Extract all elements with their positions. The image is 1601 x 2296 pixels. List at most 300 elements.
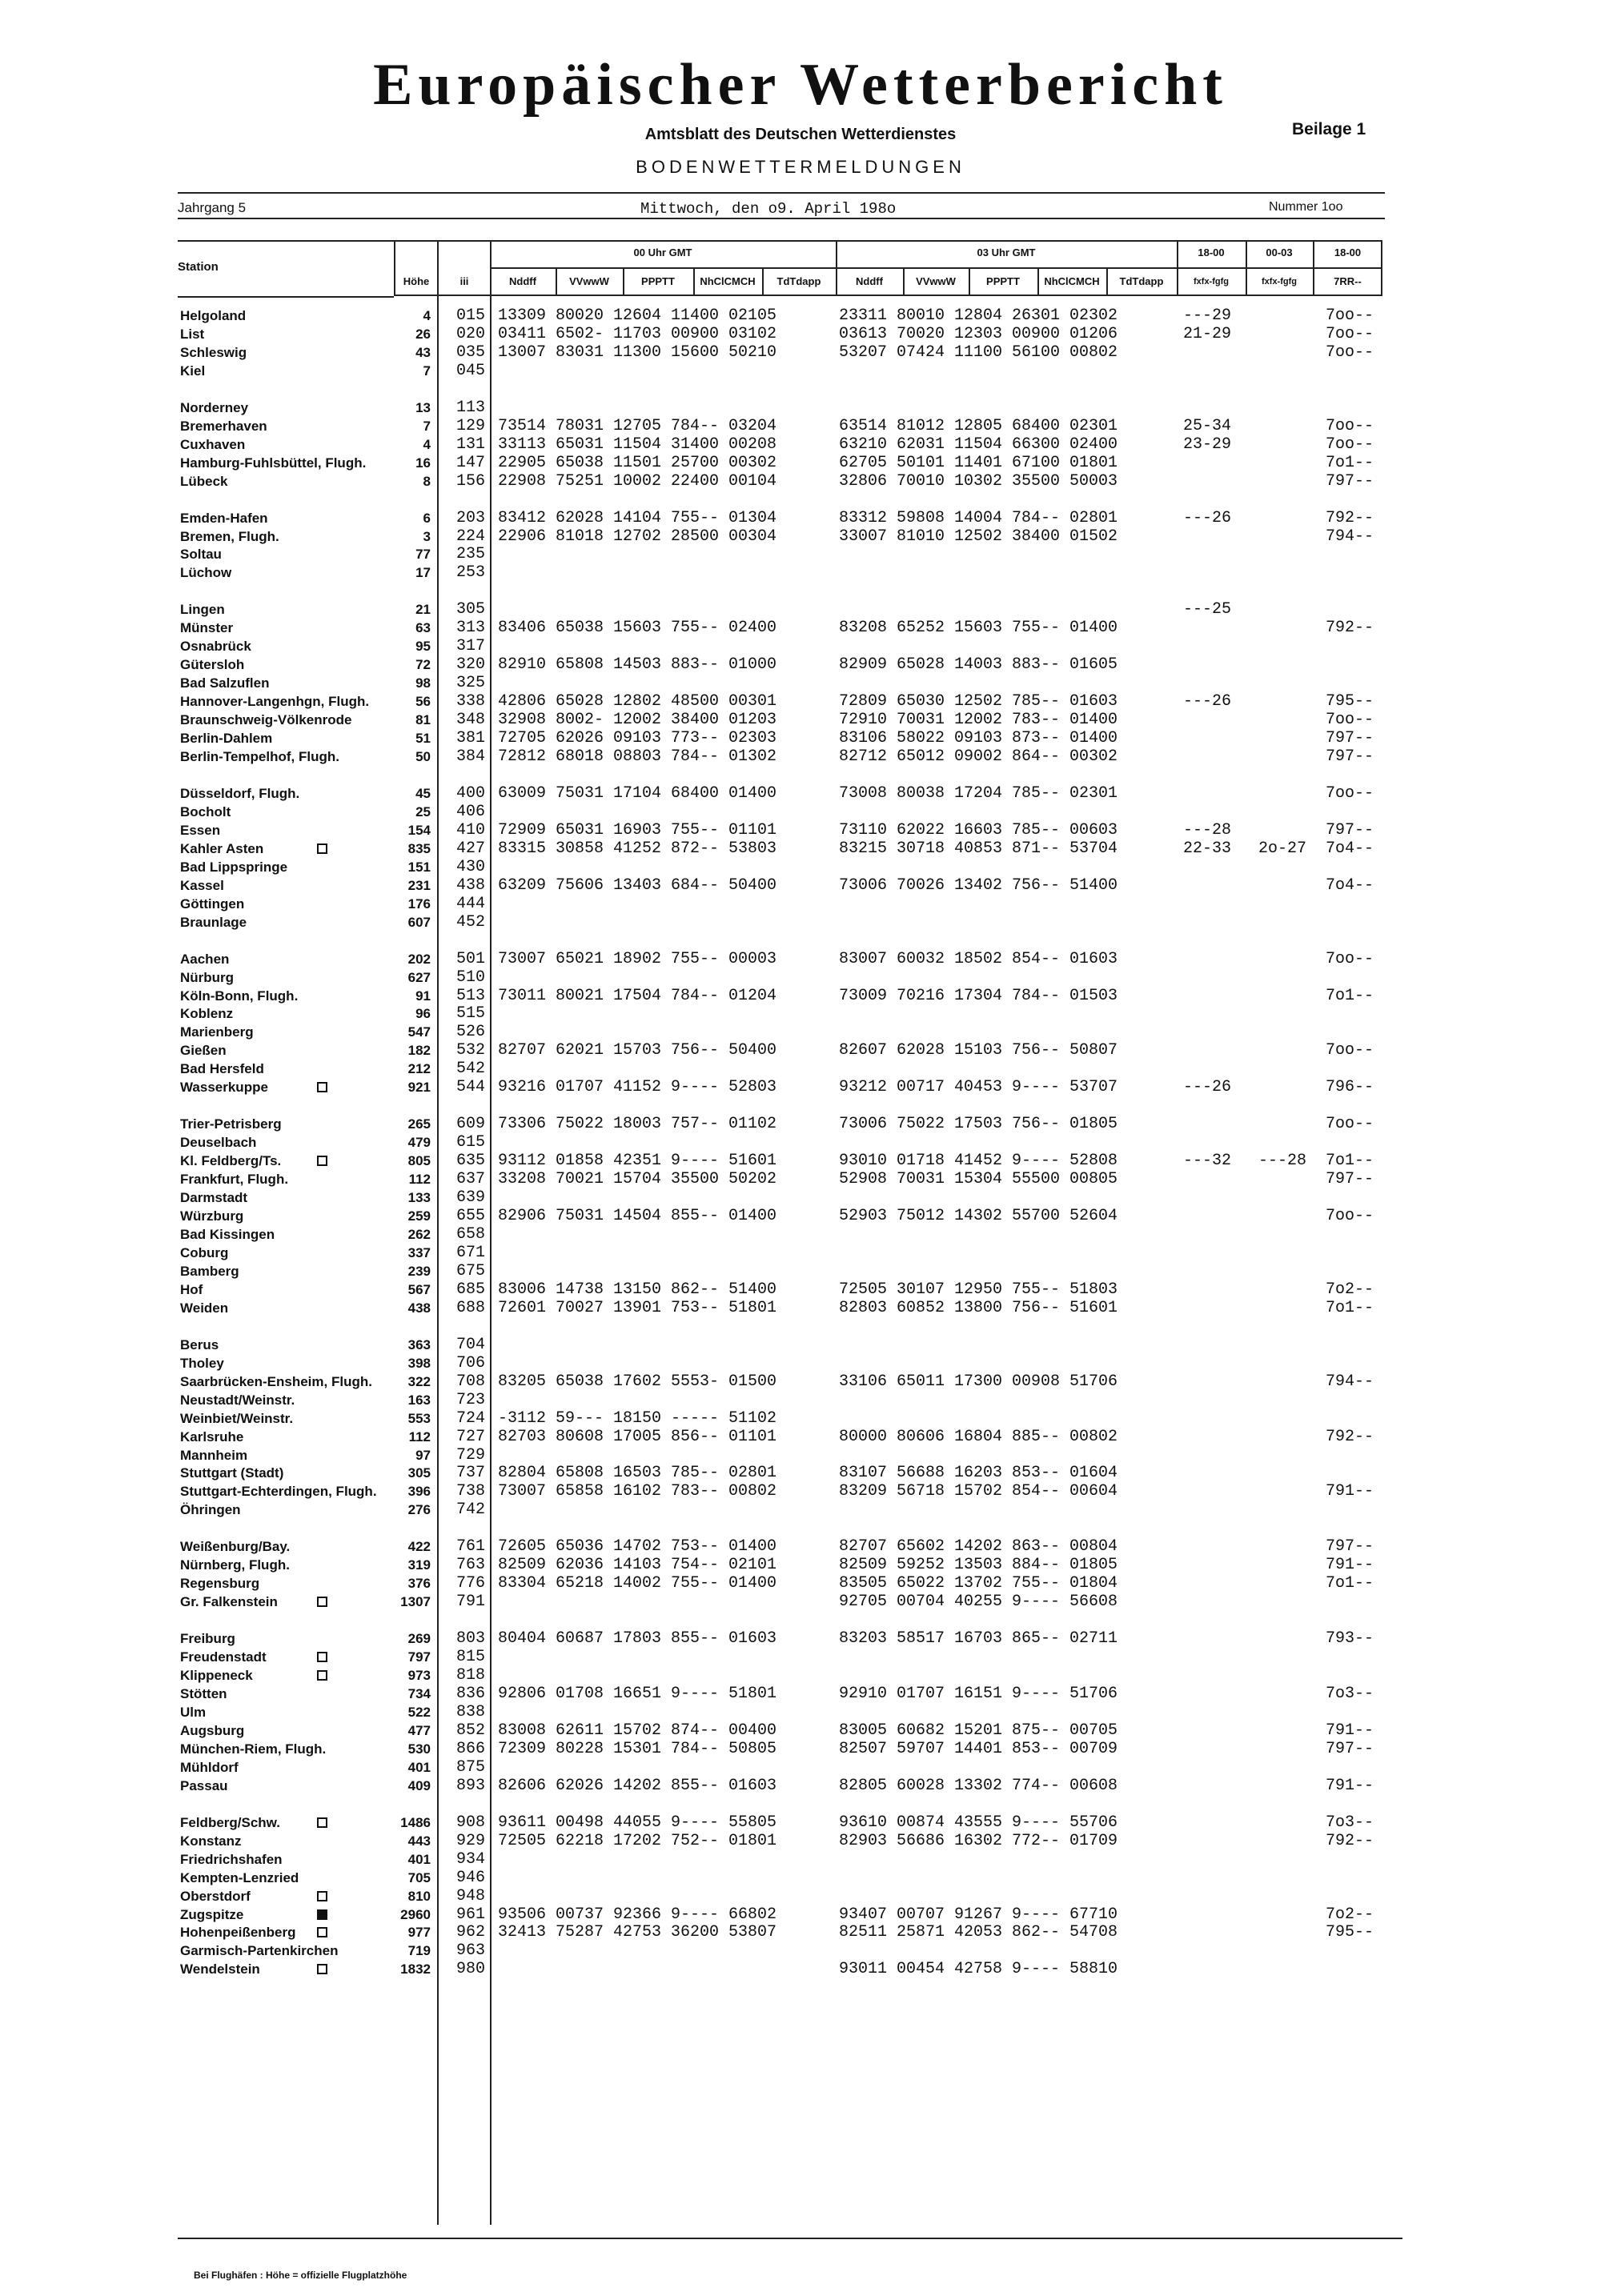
station-number: 729	[456, 1446, 486, 1465]
station-name: Regensburg	[180, 1576, 260, 1591]
station-height: 401	[407, 1760, 431, 1775]
precip-18-00: 7oo--	[1326, 1207, 1374, 1225]
mountain-station-marker	[317, 1817, 327, 1832]
station-header-rule	[178, 240, 394, 242]
station-number: 430	[456, 858, 486, 876]
station-name: Bamberg	[180, 1264, 239, 1279]
station-number: 444	[456, 895, 486, 913]
station-height: 547	[407, 1024, 431, 1040]
station-height: 835	[407, 841, 431, 856]
obs-03-groups: 53207 07424 11100 56100 00802	[839, 343, 1118, 362]
station-name: Nürnberg, Flugh.	[180, 1557, 290, 1573]
station-number: 671	[456, 1244, 486, 1262]
col-divider-hoehe	[437, 240, 439, 2225]
obs-03-groups: 82511 25871 42053 862-- 54708	[839, 1923, 1118, 1941]
station-name: München-Riem, Flugh.	[180, 1741, 327, 1757]
station-height: 182	[407, 1043, 431, 1058]
station-number: 761	[456, 1537, 486, 1556]
obs-03-groups: 83209 56718 15702 854-- 00604	[839, 1482, 1118, 1501]
obs-03-groups: 52908 70031 15304 55500 00805	[839, 1170, 1118, 1188]
obs-00-groups: 32413 75287 42753 36200 53807	[498, 1923, 777, 1941]
sub-header-03: Nddff	[856, 275, 883, 287]
obs-03-groups: 83312 59808 14004 784-- 02801	[839, 509, 1118, 527]
r1-header-bottom: fxfx-fgfg	[1194, 277, 1229, 286]
station-name: Berus	[180, 1337, 219, 1352]
station-number: 836	[456, 1685, 486, 1703]
gust-18-00: ---32	[1183, 1152, 1232, 1170]
station-height: 567	[407, 1282, 431, 1297]
station-height: 72	[415, 657, 431, 672]
obs-03-groups: 73009 70216 17304 784-- 01503	[839, 987, 1118, 1005]
station-number: 348	[456, 711, 486, 729]
station-height: 398	[407, 1356, 431, 1371]
station-number: 704	[456, 1336, 486, 1354]
obs-00-groups: 22906 81018 12702 28500 00304	[498, 527, 777, 546]
station-number: 438	[456, 876, 486, 895]
station-number: 706	[456, 1354, 486, 1372]
precip-18-00: 7oo--	[1326, 343, 1374, 362]
sub-header-00: PPPTT	[641, 275, 675, 287]
station-number: 510	[456, 968, 486, 987]
station-number: 615	[456, 1133, 486, 1152]
square-marker-icon	[317, 1927, 327, 1937]
obs-00-groups: 82606 62026 14202 855-- 01603	[498, 1777, 777, 1795]
obs-03-groups: 33106 65011 17300 00908 51706	[839, 1372, 1118, 1391]
station-height: 438	[407, 1300, 431, 1316]
obs-00-groups: 72601 70027 13901 753-- 51801	[498, 1299, 777, 1317]
station-name: Hamburg-Fuhlsbüttel, Flugh.	[180, 455, 367, 471]
obs-00-groups: 83304 65218 14002 755-- 01400	[498, 1574, 777, 1593]
station-number: 866	[456, 1740, 486, 1758]
station-height: 77	[415, 547, 431, 562]
obs-00-groups: 93112 01858 42351 9---- 51601	[498, 1152, 777, 1170]
obs-03-groups: 83215 30718 40853 871-- 53704	[839, 839, 1118, 858]
station-name: Zugspitze	[180, 1907, 244, 1922]
station-height: 522	[407, 1705, 431, 1720]
station-name: Berlin-Tempelhof, Flugh.	[180, 749, 339, 764]
station-number: 675	[456, 1262, 486, 1280]
square-marker-icon	[317, 1597, 327, 1607]
station-name: Helgoland	[180, 308, 247, 323]
station-number: 129	[456, 417, 486, 435]
station-name: Gütersloh	[180, 657, 245, 672]
station-name: Hohenpeißenberg	[180, 1925, 296, 1940]
station-height: 376	[407, 1576, 431, 1591]
obs-03-groups: 72505 30107 12950 755-- 51803	[839, 1280, 1118, 1299]
station-name: Mannheim	[180, 1448, 248, 1463]
header-rule-bottom	[178, 218, 1385, 219]
station-name: Gießen	[180, 1043, 227, 1058]
station-height: 719	[407, 1943, 431, 1958]
station-name: Bad Salzuflen	[180, 675, 270, 691]
station-number: 609	[456, 1115, 486, 1133]
station-name: Freiburg	[180, 1631, 235, 1646]
station-name: Osnabrück	[180, 639, 251, 654]
precip-18-00: 797--	[1326, 472, 1374, 491]
gust-18-00: ---26	[1183, 509, 1232, 527]
station-number: 639	[456, 1188, 486, 1207]
station-name: Mühldorf	[180, 1760, 239, 1775]
gust-18-00: ---26	[1183, 1078, 1232, 1096]
obs-03-groups: 82805 60028 13302 774-- 00608	[839, 1777, 1118, 1795]
footnote: Bei Flughäfen : Höhe = offizielle Flugplatzhöhe	[194, 2270, 407, 2281]
station-name: Trier-Petrisberg	[180, 1116, 282, 1132]
obs-00-groups: 63009 75031 17104 68400 01400	[498, 784, 777, 803]
precip-18-00: 797--	[1326, 729, 1374, 747]
station-number: 875	[456, 1758, 486, 1777]
obs-03-groups: 82909 65028 14003 883-- 01605	[839, 655, 1118, 674]
station-number: 313	[456, 619, 486, 637]
station-number: 515	[456, 1004, 486, 1023]
station-number: 542	[456, 1060, 486, 1078]
r1-header-top: 18-00	[1198, 246, 1225, 258]
obs-00-groups: 72812 68018 08803 784-- 01302	[498, 747, 777, 766]
station-height: 16	[415, 455, 431, 471]
obs-03-groups: 93407 00707 91267 9---- 67710	[839, 1905, 1118, 1924]
obs-00-groups: 93506 00737 92366 9---- 66802	[498, 1905, 777, 1924]
precip-18-00: 7o2--	[1326, 1280, 1374, 1299]
station-height: 443	[407, 1833, 431, 1849]
station-height: 977	[407, 1925, 431, 1940]
mountain-station-marker	[317, 1927, 327, 1941]
station-name: Essen	[180, 823, 221, 838]
precip-18-00: 794--	[1326, 527, 1374, 546]
station-height: 96	[415, 1006, 431, 1021]
gust-18-00: ---29	[1183, 307, 1232, 325]
sub-header-03: NhClCMCH	[1044, 275, 1100, 287]
station-number: 317	[456, 637, 486, 655]
station-number: 305	[456, 600, 486, 619]
station-height: 921	[407, 1080, 431, 1095]
obs-03-groups: 92910 01707 16151 9---- 51706	[839, 1685, 1118, 1703]
sub-header-00: NhClCMCH	[700, 275, 756, 287]
station-number: 501	[456, 950, 486, 968]
station-name: Stuttgart (Stadt)	[180, 1465, 284, 1481]
station-number: 635	[456, 1152, 486, 1170]
station-height: 25	[415, 804, 431, 819]
precip-18-00: 793--	[1326, 1629, 1374, 1648]
station-name: Oberstdorf	[180, 1889, 251, 1904]
obs-00-groups: -3112 59--- 18150 ----- 51102	[498, 1409, 777, 1428]
precip-18-00: 7o4--	[1326, 839, 1374, 858]
obs-03-groups: 72809 65030 12502 785-- 01603	[839, 692, 1118, 711]
obs-00-groups: 72909 65031 16903 755-- 01101	[498, 821, 777, 839]
obs-00-groups: 93216 01707 41152 9---- 52803	[498, 1078, 777, 1096]
obs-03-groups: 63514 81012 12805 68400 02301	[839, 417, 1118, 435]
obs-03-groups: 82903 56686 16302 772-- 01709	[839, 1832, 1118, 1850]
jahrgang-label: Jahrgang 5	[178, 200, 247, 215]
station-height: 56	[415, 694, 431, 709]
sub-header-00: TdTdapp	[776, 275, 821, 287]
station-name: Neustadt/Weinstr.	[180, 1392, 295, 1408]
station-height: 305	[407, 1465, 431, 1481]
station-height: 43	[415, 345, 431, 360]
station-height: 805	[407, 1153, 431, 1168]
station-height: 409	[407, 1778, 431, 1793]
precip-18-00: 7o3--	[1326, 1813, 1374, 1832]
gust-18-00: 23-29	[1183, 435, 1232, 454]
obs-00-groups: 32908 8002- 12002 38400 01203	[498, 711, 777, 729]
station-number: 131	[456, 435, 486, 454]
obs-00-groups: 82707 62021 15703 756-- 50400	[498, 1041, 777, 1060]
group-03-header: 03 Uhr GMT	[977, 246, 1036, 258]
obs-03-groups: 03613 70020 12303 00900 01206	[839, 325, 1118, 343]
r2-header-top: 00-03	[1266, 246, 1293, 258]
obs-03-groups: 93610 00874 43555 9---- 55706	[839, 1813, 1118, 1832]
station-height: 151	[407, 859, 431, 875]
gust-18-00: ---25	[1183, 600, 1232, 619]
precip-18-00: 792--	[1326, 1428, 1374, 1446]
station-number: 737	[456, 1464, 486, 1482]
station-number: 320	[456, 655, 486, 674]
station-height: 607	[407, 915, 431, 930]
station-number: 929	[456, 1832, 486, 1850]
station-height: 705	[407, 1870, 431, 1885]
mountain-station-marker	[317, 1652, 327, 1666]
station-number: 908	[456, 1813, 486, 1832]
mountain-station-marker	[317, 1597, 327, 1611]
station-number: 708	[456, 1372, 486, 1391]
station-height: 51	[415, 731, 431, 746]
square-marker-icon	[317, 1817, 327, 1828]
precip-18-00: 792--	[1326, 509, 1374, 527]
precip-18-00: 7oo--	[1326, 711, 1374, 729]
station-height: 45	[415, 786, 431, 801]
precip-18-00: 7oo--	[1326, 417, 1374, 435]
obs-00-groups: 13309 80020 12604 11400 02105	[498, 307, 777, 325]
station-name: Gr. Falkenstein	[180, 1594, 278, 1609]
obs-00-groups: 72605 65036 14702 753-- 01400	[498, 1537, 777, 1556]
station-height: 363	[407, 1337, 431, 1352]
station-height: 112	[408, 1429, 431, 1445]
obs-03-groups: 72910 70031 12002 783-- 01400	[839, 711, 1118, 729]
station-name: Münster	[180, 620, 234, 635]
station-name: Hof	[180, 1282, 203, 1297]
obs-03-groups: 32806 70010 10302 35500 50003	[839, 472, 1118, 491]
obs-03-groups: 52903 75012 14302 55700 52604	[839, 1207, 1118, 1225]
obs-03-groups: 73008 80038 17204 785-- 02301	[839, 784, 1118, 803]
obs-03-groups: 23311 80010 12804 26301 02302	[839, 307, 1118, 325]
station-number: 658	[456, 1225, 486, 1244]
station-name: Aachen	[180, 952, 230, 967]
station-name: Coburg	[180, 1245, 229, 1260]
station-name: Wendelstein	[180, 1961, 260, 1977]
square-marker-icon	[317, 1082, 327, 1092]
obs-03-groups: 80000 80606 16804 885-- 00802	[839, 1428, 1118, 1446]
station-name: Weiden	[180, 1300, 229, 1316]
precip-18-00: 797--	[1326, 1740, 1374, 1758]
sub-header-00: VVwwW	[569, 275, 609, 287]
precip-18-00: 794--	[1326, 1372, 1374, 1391]
station-number: 738	[456, 1482, 486, 1501]
station-number: 020	[456, 325, 486, 343]
precip-18-00: 7o1--	[1326, 1574, 1374, 1593]
col-divider-iii	[490, 240, 492, 2225]
hoehe-header: Höhe	[403, 275, 430, 287]
beilage-label: Beilage 1	[1292, 120, 1366, 138]
station-height: 202	[407, 952, 431, 967]
station-name: Ulm	[180, 1705, 207, 1720]
station-number: 963	[456, 1941, 486, 1960]
station-number: 325	[456, 674, 486, 692]
station-height: 8	[423, 474, 431, 489]
precip-18-00: 7oo--	[1326, 325, 1374, 343]
station-height: 212	[407, 1061, 431, 1076]
obs-03-groups: 83203 58517 16703 865-- 02711	[839, 1629, 1118, 1648]
station-height: 154	[407, 823, 431, 838]
obs-00-groups: 82804 65808 16503 785-- 02801	[498, 1464, 777, 1482]
station-number: 962	[456, 1923, 486, 1941]
precip-18-00: 791--	[1326, 1777, 1374, 1795]
station-height: 553	[407, 1411, 431, 1426]
station-height: 477	[407, 1723, 431, 1738]
station-height: 1832	[400, 1961, 431, 1977]
precip-18-00: 7o1--	[1326, 987, 1374, 1005]
station-height: 259	[407, 1208, 431, 1224]
station-height: 337	[407, 1245, 431, 1260]
station-name: Köln-Bonn, Flugh.	[180, 988, 299, 1004]
obs-03-groups: 93212 00717 40453 9---- 53707	[839, 1078, 1118, 1096]
station-name: Augsburg	[180, 1723, 245, 1738]
station-name: Kempten-Lenzried	[180, 1870, 299, 1885]
station-height: 4	[423, 437, 431, 452]
station-number: 113	[456, 399, 486, 417]
station-height: 91	[415, 988, 431, 1004]
precip-18-00: 791--	[1326, 1721, 1374, 1740]
station-name: Norderney	[180, 400, 249, 415]
precip-18-00: 7oo--	[1326, 307, 1374, 325]
precip-18-00: 792--	[1326, 1832, 1374, 1850]
issue-number: Nummer 1oo	[1269, 200, 1343, 214]
obs-00-groups: 83406 65038 15603 755-- 02400	[498, 619, 777, 637]
r3-header-top: 18-00	[1334, 246, 1362, 258]
obs-03-groups: 83005 60682 15201 875-- 00705	[839, 1721, 1118, 1740]
station-number: 852	[456, 1721, 486, 1740]
station-name: Weinbiet/Weinstr.	[180, 1411, 294, 1426]
station-name: Lübeck	[180, 474, 228, 489]
obs-03-groups: 83505 65022 13702 755-- 01804	[839, 1574, 1118, 1593]
station-name: Bocholt	[180, 804, 231, 819]
header-rule-top	[178, 192, 1385, 194]
station-name: Emden-Hafen	[180, 511, 268, 526]
station-name: Bad Kissingen	[180, 1227, 275, 1242]
obs-03-groups: 73006 75022 17503 756-- 01805	[839, 1115, 1118, 1133]
page-title: Europäischer Wetterbericht	[373, 52, 1228, 118]
obs-00-groups: 83205 65038 17602 5553- 01500	[498, 1372, 777, 1391]
obs-03-groups: 83106 58022 09103 873-- 01400	[839, 729, 1118, 747]
station-name: Passau	[180, 1778, 228, 1793]
iii-header: iii	[459, 275, 469, 287]
station-height: 26	[415, 327, 431, 342]
obs-00-groups: 73306 75022 18003 757-- 01102	[498, 1115, 777, 1133]
obs-03-groups: 82803 60852 13800 756-- 51601	[839, 1299, 1118, 1317]
precip-18-00: 796--	[1326, 1078, 1374, 1096]
obs-00-groups: 83008 62611 15702 874-- 00400	[498, 1721, 777, 1740]
issue-date: Mittwoch, den o9. April 198o	[640, 200, 897, 218]
obs-03-groups: 82509 59252 13503 884-- 01805	[839, 1556, 1118, 1574]
station-name: Koblenz	[180, 1006, 234, 1021]
station-height: 21	[415, 602, 431, 617]
station-number: 688	[456, 1299, 486, 1317]
station-number: 637	[456, 1170, 486, 1188]
obs-00-groups: 82910 65808 14503 883-- 01000	[498, 655, 777, 674]
square-marker-icon	[317, 1891, 327, 1901]
station-number: 763	[456, 1556, 486, 1574]
station-header-rule-bottom	[178, 296, 394, 298]
station-name: Garmisch-Partenkirchen	[180, 1943, 339, 1958]
obs-00-groups: 83006 14738 13150 862-- 51400	[498, 1280, 777, 1299]
station-height: 50	[415, 749, 431, 764]
mountain-station-marker	[317, 1156, 327, 1170]
gust-00-03: ---28	[1258, 1152, 1307, 1170]
precip-18-00: 7o2--	[1326, 1905, 1374, 1924]
station-height: 17	[415, 565, 431, 580]
station-name: Wasserkuppe	[180, 1080, 268, 1095]
station-number: 156	[456, 472, 486, 491]
obs-03-groups: 63210 62031 11504 66300 02400	[839, 435, 1118, 454]
station-number: 893	[456, 1777, 486, 1795]
obs-03-groups: 93011 00454 42758 9---- 58810	[839, 1960, 1118, 1978]
obs-00-groups: 72505 62218 17202 752-- 01801	[498, 1832, 777, 1850]
r3-header-bottom: 7RR--	[1334, 275, 1362, 287]
station-height: 13	[415, 400, 431, 415]
station-number: 381	[456, 729, 486, 747]
station-number: 400	[456, 784, 486, 803]
station-number: 980	[456, 1960, 486, 1978]
station-height: 262	[407, 1227, 431, 1242]
precip-18-00: 7o1--	[1326, 1299, 1374, 1317]
station-name: Weißenburg/Bay.	[180, 1539, 291, 1554]
obs-00-groups: 82906 75031 14504 855-- 01400	[498, 1207, 777, 1225]
group-00-header: 00 Uhr GMT	[633, 246, 692, 258]
obs-03-groups: 92705 00704 40255 9---- 56608	[839, 1593, 1118, 1611]
station-name: Klippeneck	[180, 1668, 253, 1683]
square-marker-icon	[317, 1156, 327, 1166]
station-height: 239	[407, 1264, 431, 1279]
station-name: Düsseldorf, Flugh.	[180, 786, 300, 801]
station-name: Öhringen	[180, 1502, 241, 1517]
station-number: 818	[456, 1666, 486, 1685]
sub-header-03: TdTdapp	[1119, 275, 1164, 287]
precip-18-00: 7oo--	[1326, 1041, 1374, 1060]
station-height: 627	[407, 970, 431, 985]
station-number: 384	[456, 747, 486, 766]
obs-00-groups: 63209 75606 13403 684-- 50400	[498, 876, 777, 895]
station-name: Konstanz	[180, 1833, 242, 1849]
precip-18-00: 792--	[1326, 619, 1374, 637]
station-height: 734	[407, 1686, 431, 1701]
station-height: 479	[407, 1135, 431, 1150]
obs-00-groups: 92806 01708 16651 9---- 51801	[498, 1685, 777, 1703]
obs-00-groups: 83315 30858 41252 872-- 53803	[498, 839, 777, 858]
precip-18-00: 7oo--	[1326, 435, 1374, 454]
station-height: 530	[407, 1741, 431, 1757]
station-number: 224	[456, 527, 486, 546]
station-name: Bremen, Flugh.	[180, 529, 279, 544]
obs-03-groups: 73110 62022 16603 785-- 00603	[839, 821, 1118, 839]
sub-header-03: PPPTT	[986, 275, 1020, 287]
station-height: 81	[415, 712, 431, 727]
station-height: 95	[415, 639, 431, 654]
station-name: Deuselbach	[180, 1135, 257, 1150]
station-number: 147	[456, 454, 486, 472]
station-name: Göttingen	[180, 896, 245, 912]
obs-03-groups: 62705 50101 11401 67100 01801	[839, 454, 1118, 472]
station-height: 422	[407, 1539, 431, 1554]
station-height: 797	[407, 1649, 431, 1665]
station-number: 015	[456, 307, 486, 325]
station-number: 035	[456, 343, 486, 362]
